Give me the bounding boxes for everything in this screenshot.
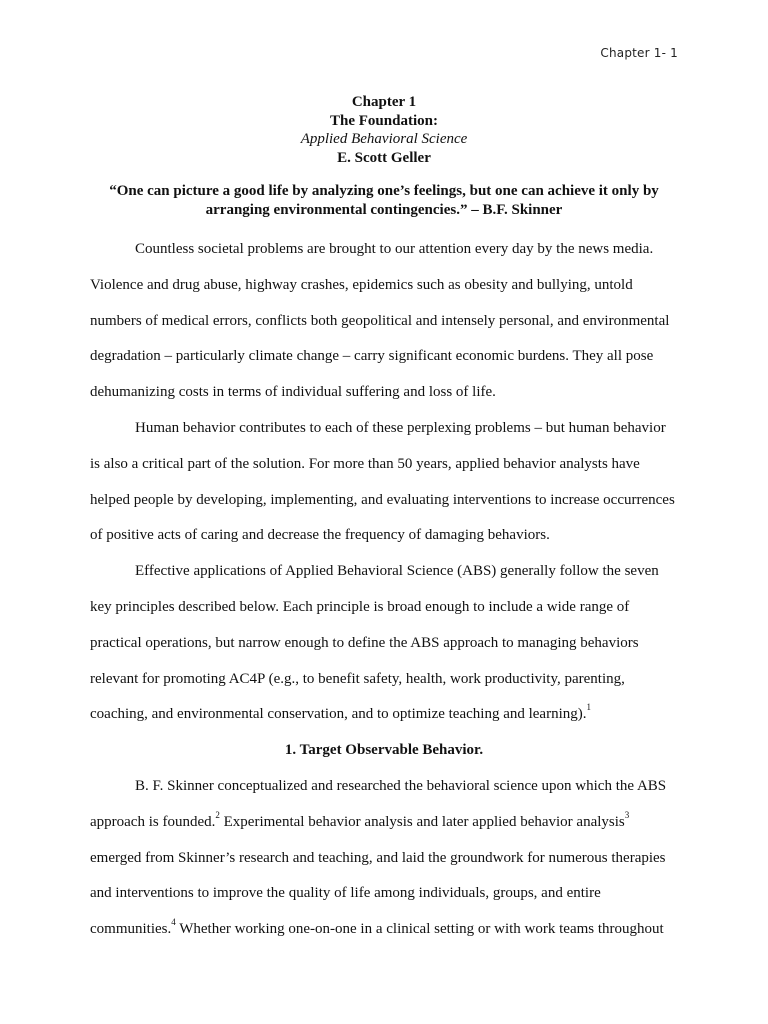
section-heading: 1. Target Observable Behavior.: [284, 742, 484, 759]
paragraph-line: [90, 697, 678, 733]
line-text: approach is founded.: [90, 813, 216, 830]
epigraph-quote: [90, 182, 678, 220]
line-text: Experimental behavior analysis and later applied behavior analysis: [219, 813, 625, 830]
paragraph-line: degradation – particularly climate change – carry significant economic burdens. They all pose: [90, 348, 654, 365]
paragraph-line: emerged from Skinner’s research and teaching, and laid the groundwork for numerous therapies: [90, 849, 666, 866]
line-text: communities.: [90, 921, 172, 938]
paragraph-line: practical operations, but narrow enough to define the ABS approach to managing behaviors: [90, 634, 639, 651]
paragraph-line: [90, 912, 678, 948]
paragraph-line: relevant for promoting AC4P (e.g., to benefit safety, health, work productivity, parenting,: [90, 670, 625, 687]
paragraph-line: and interventions to improve the quality of life among individuals, groups, and entire: [90, 885, 601, 902]
epigraph-line: arranging environmental contingencies.” – B.F. Skinner: [205, 202, 563, 218]
paragraph-line: B. F. Skinner conceptualized and researched the behavioral science upon which the ABS: [135, 777, 667, 794]
paragraph-line: key principles described below. Each principle is broad enough to include a wide range of: [90, 598, 630, 615]
paragraph-line: Human behavior contributes to each of these perplexing problems – but human behavior: [135, 419, 666, 436]
paragraph-line: is also a critical part of the solution. For more than 50 years, applied behavior analysts have: [90, 455, 640, 472]
paragraph-line: of positive acts of caring and decrease the frequency of damaging behaviors.: [90, 527, 550, 544]
running-head: Chapter 1- 1: [600, 46, 678, 60]
paragraph-line: numbers of medical errors, conflicts both geopolitical and intensely personal, and environmental: [90, 312, 670, 329]
paragraph-line: dehumanizing costs in terms of individual suffering and loss of life.: [90, 384, 496, 401]
paragraph-line: Effective applications of Applied Behavioral Science (ABS) generally follow the seven: [135, 563, 659, 580]
chapter-topic: Applied Behavioral Science: [300, 131, 468, 147]
paragraph-line: Violence and drug abuse, highway crashes, epidemics such as obesity and bullying, untold: [90, 276, 633, 293]
line-text: Whether working one-on-one in a clinical setting or with work teams throughout: [175, 921, 664, 938]
footnote-marker[interactable]: 3: [624, 809, 630, 820]
chapter-number: Chapter 1: [351, 94, 417, 110]
footnote-marker[interactable]: 4: [171, 917, 176, 928]
footnote-marker[interactable]: 2: [215, 809, 220, 820]
footnote-marker[interactable]: 1: [586, 702, 591, 713]
paragraph-line: [90, 805, 678, 841]
chapter-author: E. Scott Geller: [337, 149, 431, 166]
chapter-subtitle: The Foundation:: [330, 112, 438, 129]
title-block: [0, 93, 768, 167]
paragraph-line: Countless societal problems are brought to our attention every day by the news media.: [135, 241, 654, 257]
line-text: coaching, and environmental conservation, and to optimize teaching and learning).: [90, 706, 587, 723]
paragraph-line: helped people by developing, implementing, and evaluating interventions to increase occurrences: [90, 491, 675, 508]
epigraph-line: “One can picture a good life by analyzing one’s feelings, but one can achieve it only by: [109, 183, 659, 199]
body-text: [90, 232, 678, 948]
